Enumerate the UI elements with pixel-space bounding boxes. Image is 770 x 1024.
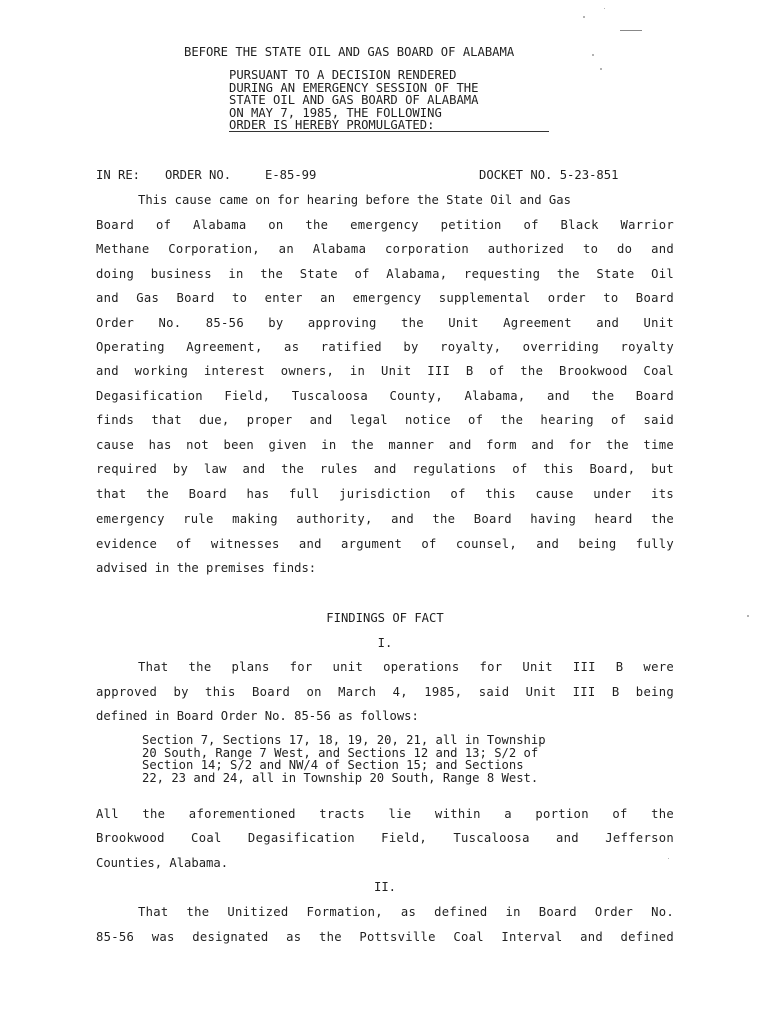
case-caption — [96, 168, 140, 182]
intro-line: and Gas Board to enter an emergency supplemental order to Board — [96, 291, 674, 305]
section-numeral: I. — [377, 636, 393, 650]
scan-mark — [620, 30, 642, 31]
preamble — [229, 69, 478, 132]
section-one-after-line: All the aforementioned tracts lie within a portion of the — [96, 807, 674, 821]
section-two-line: That the Unitized Formation, as defined in Board Order No. — [138, 905, 674, 919]
preamble-underline — [229, 131, 549, 132]
legal-description-line: 22, 23 and 24, all in Township 20 South, Range 8 West. — [142, 770, 539, 785]
intro-line: that the Board has full jurisdiction of this cause under its — [96, 487, 674, 501]
section-one-after-line: Counties, Alabama. — [96, 856, 229, 870]
docket-number-value: 5-23-851 — [559, 168, 619, 182]
intro-line: Degasification Field, Tuscaloosa County, Alabama, and the Board — [96, 389, 674, 403]
order-label: ORDER NO. — [165, 168, 232, 182]
legal-description-line: 20 South, Range 7 West, and Sections 12 and 13; S/2 of — [142, 745, 539, 760]
docket-label: DOCKET NO. — [479, 168, 553, 182]
intro-line: Order No. 85-56 by approving the Unit Agreement and Unit — [96, 316, 674, 330]
legal-description-line: Section 7, Sections 17, 18, 19, 20, 21, all in Township — [142, 733, 546, 747]
docket-number — [479, 168, 618, 182]
preamble-line: PURSUANT TO A DECISION RENDERED — [229, 68, 457, 82]
section-one-line: That the plans for unit operations for Unit III B were — [138, 660, 674, 674]
scan-speck — [592, 54, 594, 56]
findings-heading: FINDINGS OF FACT — [326, 611, 444, 625]
section-numeral: II. — [373, 880, 396, 894]
board-heading: BEFORE THE STATE OIL AND GAS BOARD OF ALABAMA — [184, 45, 515, 59]
preamble-line: ORDER IS HEREBY PROMULGATED: — [229, 118, 435, 132]
intro-line: cause has not been given in the manner and form and for the time — [96, 438, 674, 452]
intro-line: emergency rule making authority, and the Board having heard the — [96, 512, 674, 526]
section-one-line: defined in Board Order No. 85-56 as follows: — [96, 709, 419, 723]
intro-line: Methane Corporation, an Alabama corporation authorized to do and — [96, 242, 674, 256]
intro-line: evidence of witnesses and argument of counsel, and being fully — [96, 537, 674, 551]
order-number-value: E-85-99 — [265, 168, 317, 182]
preamble-line: ON MAY 7, 1985, THE FOLLOWING — [229, 105, 442, 120]
intro-line: finds that due, proper and legal notice of the hearing of said — [96, 413, 674, 427]
section-two-line: 85-56 was designated as the Pottsville Coal Interval and defined — [96, 930, 674, 944]
scan-speck — [600, 68, 602, 70]
intro-line: Operating Agreement, as ratified by royalty, overriding royalty — [96, 340, 674, 354]
legal-description-line: Section 14; S/2 and NW/4 of Section 15; and Sections — [142, 758, 524, 772]
section-one-line: approved by this Board on March 4, 1985, said Unit III B being — [96, 685, 674, 699]
preamble-line: STATE OIL AND GAS BOARD OF ALABAMA — [229, 93, 479, 107]
legal-description — [142, 734, 546, 784]
preamble-line: DURING AN EMERGENCY SESSION OF THE — [229, 80, 479, 95]
scan-speck — [604, 8, 605, 9]
intro-line: doing business in the State of Alabama, requesting the State Oil — [96, 267, 674, 281]
order-number — [165, 168, 231, 182]
scan-speck — [668, 858, 669, 859]
in-re-label: IN RE: — [96, 168, 141, 182]
scan-speck — [583, 16, 585, 18]
intro-line: Board of Alabama on the emergency petition of Black Warrior — [96, 218, 674, 232]
intro-line: This cause came on for hearing before the State Oil and Gas — [138, 193, 571, 207]
section-one-after-line: Brookwood Coal Degasification Field, Tuscaloosa and Jefferson — [96, 831, 674, 845]
intro-line: required by law and the rules and regulations of this Board, but — [96, 462, 674, 476]
intro-line: and working interest owners, in Unit III B of the Brookwood Coal — [96, 364, 674, 378]
order-number-value-wrap — [265, 168, 316, 182]
intro-line: advised in the premises finds: — [96, 561, 317, 575]
